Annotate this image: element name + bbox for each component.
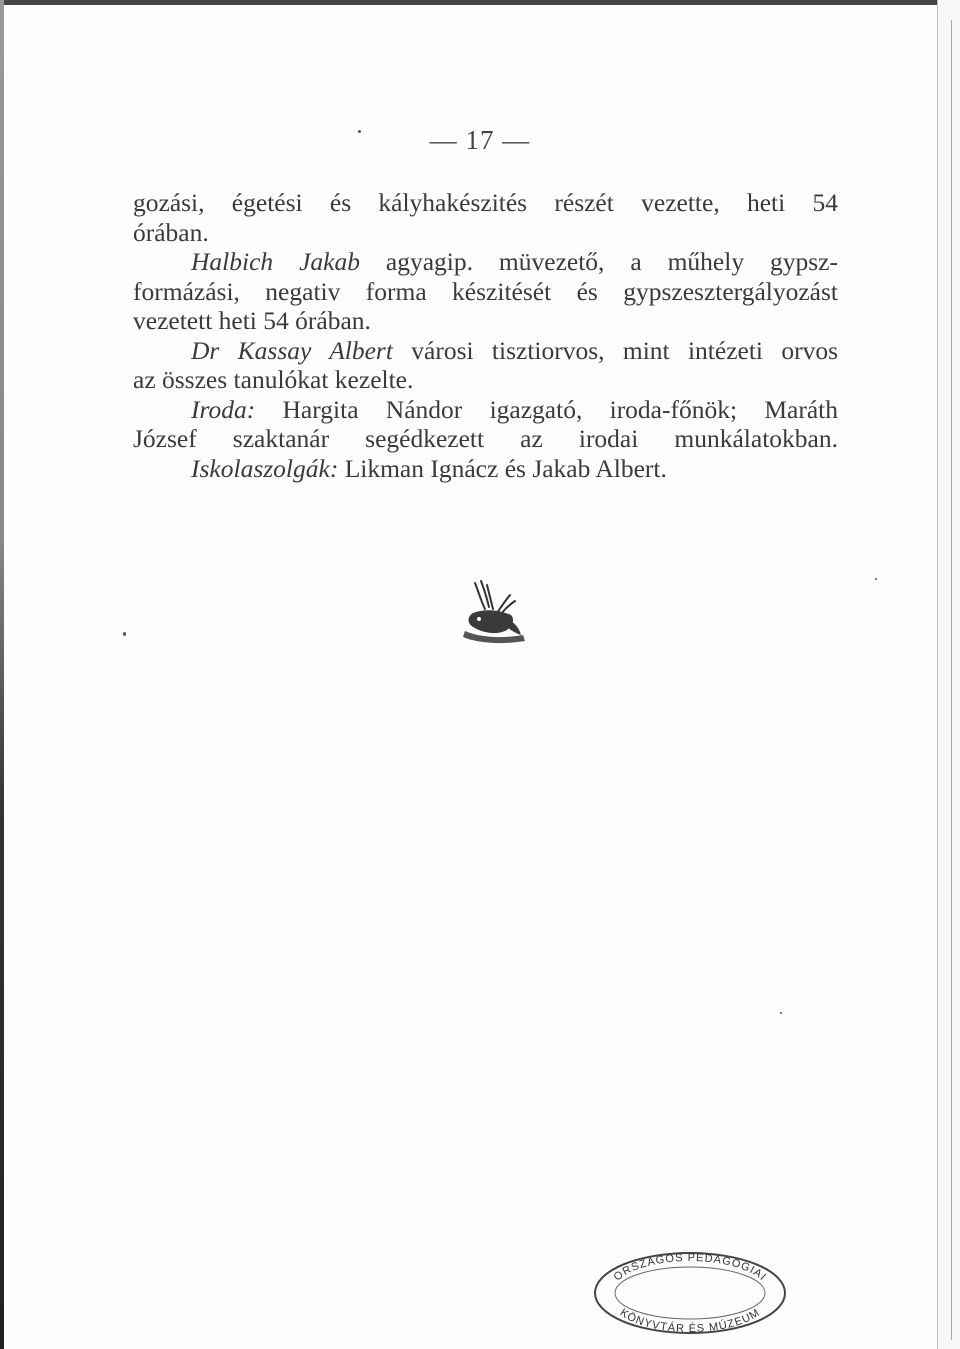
person-name: Halbich Jakab [191, 247, 360, 276]
text-line: vezetett heti 54 órában. [133, 306, 371, 335]
text-fragment: agyagip. müvezető, a műhely gypsz- [359, 247, 838, 276]
stamp-top-text: ORSZÁGOS PEDAGÓGIAI [611, 1251, 769, 1284]
text-line: az összes tanulókat kezelte. [133, 365, 414, 394]
scan-edge-left [0, 0, 4, 1349]
scan-speck [780, 1012, 782, 1014]
scan-speck [358, 130, 361, 133]
text-line: órában. [133, 217, 209, 247]
scan-edge-right [937, 0, 960, 1349]
scan-edge-line [951, 20, 952, 1340]
text-line: József szaktanár segédkezett az irodai munkálatokban. [133, 424, 838, 453]
page-number: — 17 — [429, 125, 531, 155]
text-line: formázási, negativ forma készitését és gypszesztergályozást [133, 276, 838, 306]
text-fragment: Hargita Nándor igazgató, iroda-főnök; Maráth [255, 394, 838, 424]
scan-edge-top [0, 0, 960, 5]
text-line [133, 395, 838, 425]
scan-speck [875, 578, 877, 580]
text-line: gozási, égetési és kályhakészités részét vezette, heti 54 [133, 188, 838, 217]
svg-text:ORSZÁGOS PEDAGÓGIAI [612, 1252, 769, 1284]
person-name: Dr Kassay Albert [191, 335, 393, 365]
section-label: Iskolaszolgák: [191, 453, 339, 483]
text-fragment: városi tisztiorvos, mint intézeti orvos [392, 335, 838, 365]
text-line [133, 454, 838, 484]
bird-ornament-icon [455, 575, 530, 650]
stamp-bottom-text: KÖNYVTÁR ÉS MÚZEUM [617, 1306, 763, 1336]
svg-text:KÖNYVTÁR ÉS MÚZEUM [618, 1307, 763, 1335]
body-text [133, 188, 838, 483]
text-line [133, 336, 838, 366]
scan-speck [123, 632, 126, 636]
text-fragment: Likman Ignácz és Jakab Albert. [338, 453, 667, 483]
library-stamp-icon [590, 1248, 790, 1338]
text-line [133, 247, 838, 277]
section-label: Iroda: [191, 394, 256, 424]
